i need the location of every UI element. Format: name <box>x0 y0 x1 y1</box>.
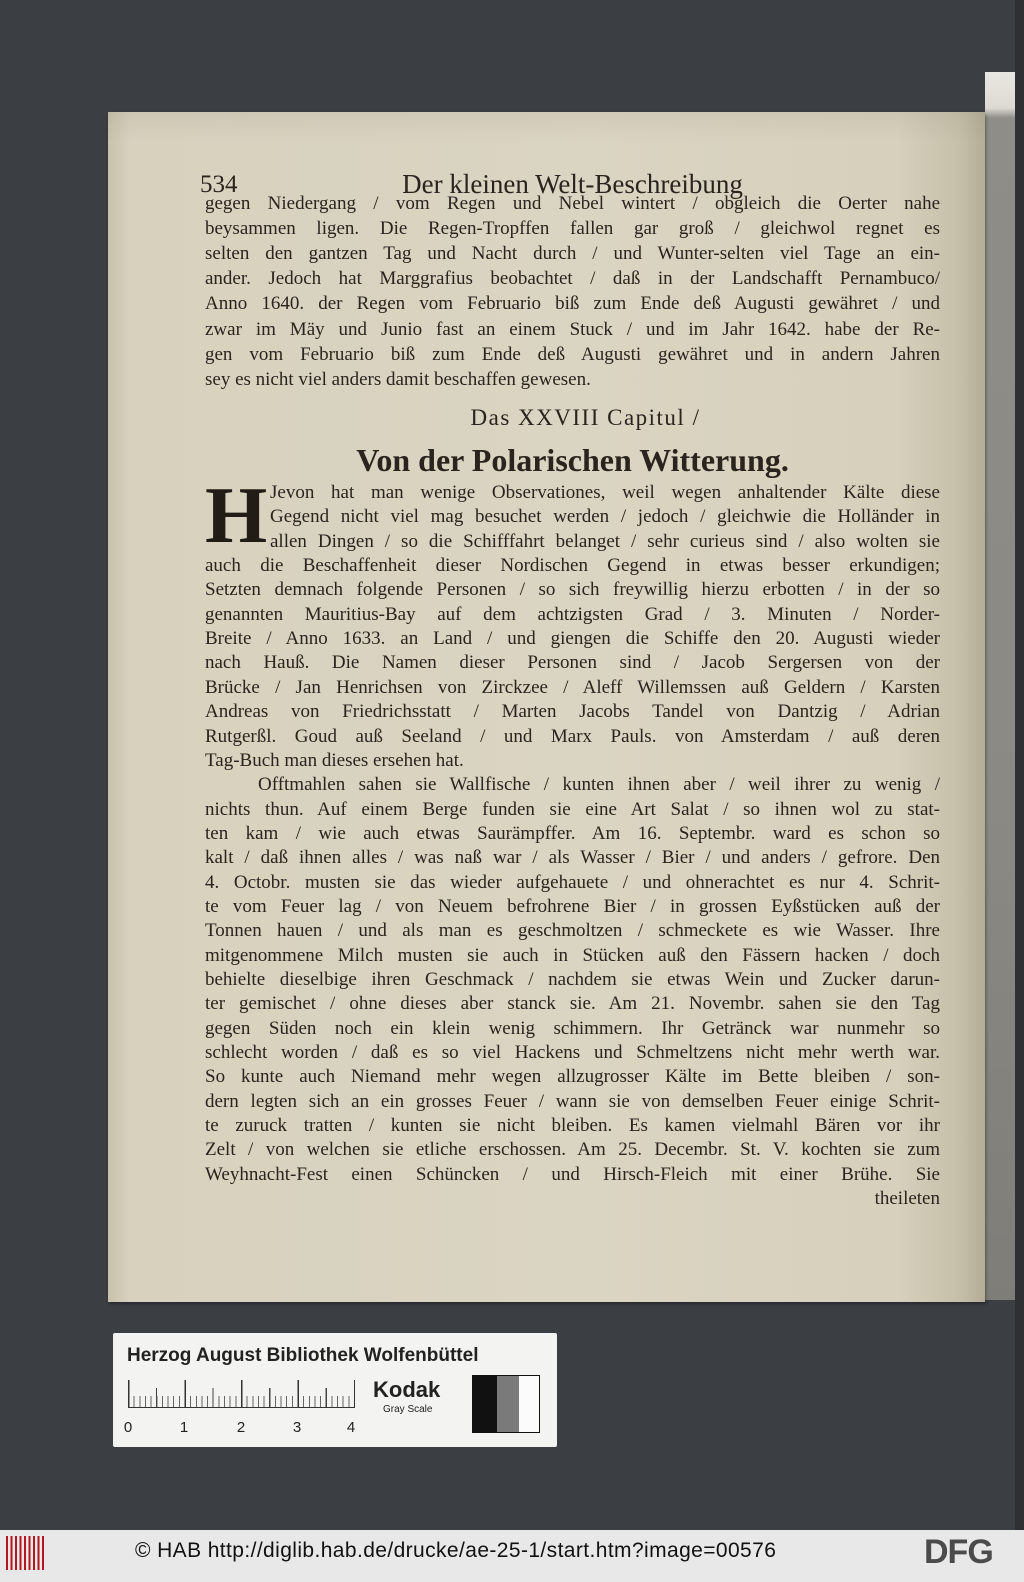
kodak-logo: Kodak <box>373 1377 441 1402</box>
text-line: Brücke / Jan Henrichsen von Zirckzee / Aleff Willemssen auß Geldern / Karsten <box>205 676 940 698</box>
text-line: Rutgerßl. Goud auß Seeland / und Marx Pauls. von Amsterdam / auß deren <box>205 725 940 747</box>
text-line: Weyhnacht-Fest einen Schüncken / und Hirsch-Fleich mit einer Brühe. Sie <box>205 1163 940 1185</box>
text-line: schlecht worden / daß es so viel Hackens und Schmeltzens nicht mehr werth war. <box>205 1042 940 1064</box>
text-line: te vom Feuer lag / von Neuem befrohrene Bier / in grossen Eyßstücken auß der <box>205 895 940 917</box>
text-line: ander. Jedoch hat Marggrafius beobachtet / daß in der Landschafft Pernambuco/ <box>205 268 940 290</box>
text-line: Tag-Buch man dieses ersehen hat. <box>205 749 464 771</box>
text-line: kalt / daß ihnen alles / was naß war / als Wasser / Bier / und anders / gefrore. Den <box>205 847 940 869</box>
text-line: gen vom Februario biß zum Ende deß Augusti gewähret und in andern Jahren <box>205 343 940 365</box>
white-patch <box>519 1376 539 1432</box>
text-line: Breite / Anno 1633. an Land / und giengen die Schiffe den 20. Augusti wieder <box>205 628 940 650</box>
scan-border <box>1015 0 1024 1530</box>
color-calibration-card <box>113 1333 557 1447</box>
text-line: Anno 1640. der Regen vom Februario biß zum Ende deß Augusti gewähret / und <box>205 293 940 315</box>
text-line: zwar im Mäy und Junio fast an einem Stuck / und im Jahr 1642. habe der Re- <box>205 318 940 340</box>
drop-cap-initial: H <box>205 472 268 560</box>
text-line: Gegend nicht viel mag besuchet werden / jedoch / gleichwie die Holländer in <box>270 506 940 528</box>
text-line: mitgenommene Milch musten sie auch in Stücken auß den Fässern hacken / doch <box>205 944 940 966</box>
text-line: Tonnen hauen / und als man es geschmoltzen / schmeckete es wie Wasser. Ihre <box>205 920 940 942</box>
institution-name: Herzog August Bibliothek Wolfenbüttel <box>127 1345 479 1366</box>
hab-logo-icon <box>6 1536 46 1570</box>
ruler-scale <box>128 1380 355 1408</box>
scanned-page <box>108 112 985 1302</box>
text-line: ter gemischet / ohne dieses aber stanck sie. Am 21. Novembr. sahen sie den Tag <box>205 993 940 1015</box>
ruler-label: 2 <box>236 1419 246 1436</box>
ruler-label: 1 <box>179 1419 189 1436</box>
text-line: So kunte auch Niemand mehr wegen allzugrosser Kälte im Bette bleiben / son- <box>205 1066 940 1088</box>
ruler-label: 4 <box>346 1419 356 1436</box>
text-line: 4. Octobr. musten sie das wieder aufgehauete / und ohnerachtet es nur 4. Schrit- <box>205 871 940 893</box>
catchword: theileten <box>874 1188 940 1210</box>
text-line: auch die Beschaffenheit dieser Nordischen Gegend in etwas besser erkundigen; <box>205 555 940 577</box>
text-line: Jevon hat man wenige Observationes, weil wegen anhaltender Kälte diese <box>270 482 940 503</box>
text-line: Zelt / von welchen sie etliche erschossen. Am 25. Decembr. St. V. kochten sie zum <box>205 1139 940 1161</box>
text-line: genannten Mauritius-Bay auf dem achtzigsten Grad / 3. Minuten / Norder- <box>205 603 940 625</box>
text-line: allen Dingen / so die Schifffahrt belanget / sehr curieus sind / also wolten sie <box>270 530 940 552</box>
text-line: gegen Süden noch ein klein wenig schimmern. Ihr Getränck war nunmehr so <box>205 1017 940 1039</box>
ruler-label: 3 <box>292 1419 302 1436</box>
text-line: behielte dieselbige ihren Geschmack / nachdem sie etwas Wein und Zucker darun- <box>205 969 940 990</box>
text-line: Setzten demnach folgende Personen / so sich freywillig hierzu erbotten / in der so <box>205 579 940 601</box>
text-line: gegen Niedergang / vom Regen und Nebel wintert / obgleich die Oerter nahe <box>205 193 940 214</box>
dfg-logo: DFG <box>924 1533 993 1571</box>
chapter-number: Das XXVIII Capitul / <box>470 405 701 430</box>
page-number: 534 <box>200 171 238 198</box>
text-line: beysammen ligen. Die Regen-Tropffen fallen gar groß / gleichwol regnet es <box>205 218 940 240</box>
chapter-title: Von der Polarischen Witterung. <box>356 442 789 478</box>
gray-scale-patches <box>472 1375 540 1433</box>
text-line: te zuruck tratten / kunten sie nicht bleiben. Es kamen vielmahl Bären vor ihr <box>205 1115 940 1137</box>
gray-scale-label: Gray Scale <box>383 1404 433 1415</box>
text-line: Andreas von Friedrichsstatt / Marten Jacobs Tandel von Dantzig / Adrian <box>205 701 940 723</box>
text-line: selten den gantzen Tag und Nacht durch / und Wunter-selten viel Tage an ein- <box>205 243 940 265</box>
text-line: Offtmahlen sahen sie Wallfische / kunten ihnen aber / weil ihrer zu wenig / <box>258 774 940 796</box>
adjacent-page-edge <box>985 72 1015 1300</box>
ruler-label: 0 <box>123 1419 133 1436</box>
text-line: ten kam / wie auch etwas Saurämpffer. Am 16. Septembr. ward es schon so <box>205 822 940 844</box>
text-line: nach Hauß. Die Namen dieser Personen sind / Jacob Sergersen von der <box>205 652 940 674</box>
footer-bar <box>0 1530 1024 1582</box>
text-line: sey es nicht viel anders damit beschaffen gewesen. <box>205 368 591 390</box>
text-line: nichts thun. Auf einem Berge funden sie eine Art Salat / so ihnen wol zu stat- <box>205 798 940 820</box>
running-title: Der kleinen Welt-Beschreibung <box>402 169 743 199</box>
text-line: dern legten sich an ein grosses Feuer / wann sie von demselben Feuer einige Schrit- <box>205 1090 940 1112</box>
copyright-url: © HAB http://diglib.hab.de/drucke/ae-25-1/start.htm?image=00576 <box>135 1539 777 1562</box>
grey-patch <box>497 1376 519 1432</box>
black-patch <box>473 1376 497 1432</box>
